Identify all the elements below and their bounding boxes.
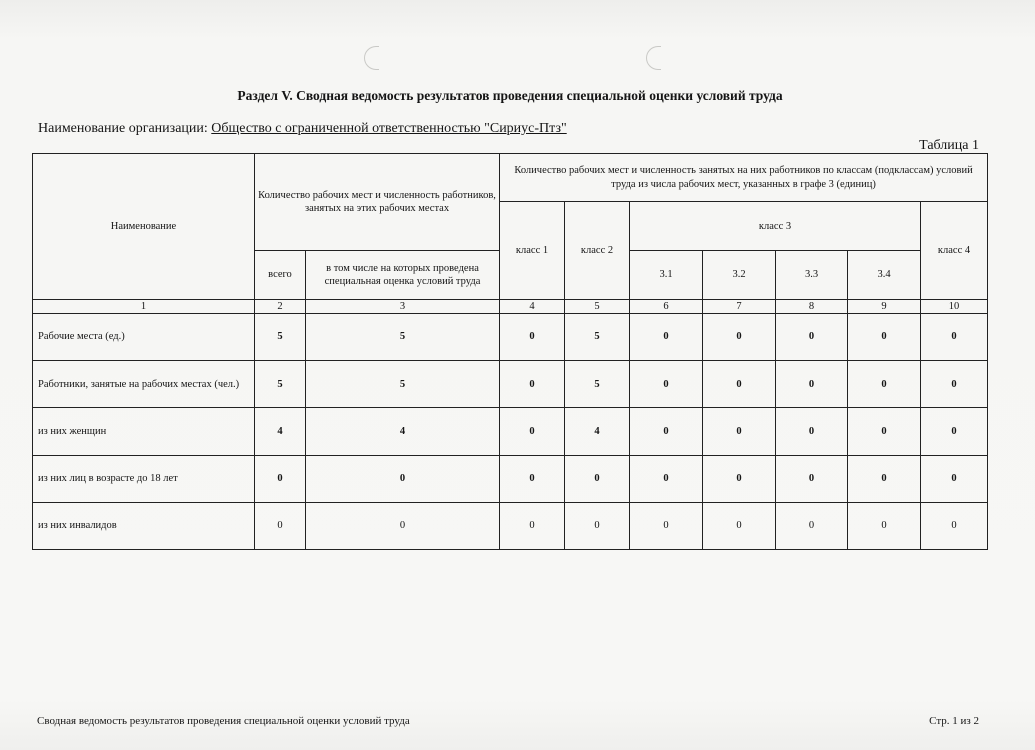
header-sub-3-3: 3.3: [776, 251, 848, 299]
header-total: всего: [255, 251, 306, 299]
organization-name: Общество с ограниченной ответственностью "Сириус-Птз": [211, 121, 567, 136]
table-cell: 0: [848, 408, 921, 455]
header-name: Наименование: [33, 154, 255, 300]
table-cell: 0: [630, 361, 703, 408]
table-cell: 0: [921, 361, 988, 408]
footer-page-number: Стр. 1 из 2: [929, 715, 979, 727]
table-cell: 5: [255, 313, 306, 360]
table-cell: 0: [921, 502, 988, 549]
table-cell: 0: [500, 455, 565, 502]
header-count-group: Количество рабочих мест и численность работников, занятых на этих рабочих местах: [255, 154, 500, 251]
punch-hole-mark: [646, 46, 661, 70]
column-number: 1: [33, 299, 255, 313]
table-cell: 0: [255, 455, 306, 502]
column-number: 5: [565, 299, 630, 313]
summary-table: [32, 153, 988, 550]
row-name: из них женщин: [33, 408, 255, 455]
table-cell: 0: [500, 313, 565, 360]
table-cell: 0: [630, 455, 703, 502]
table-cell: 0: [630, 313, 703, 360]
table-row: [33, 408, 988, 455]
table-number: Таблица 1: [919, 138, 979, 153]
column-number: 3: [306, 299, 500, 313]
table-cell: 0: [703, 313, 776, 360]
section-title: Раздел V. Сводная ведомость результатов проведения специальной оценки условий труда: [237, 88, 783, 103]
header-class3: класс 3: [630, 202, 921, 251]
row-name: Работники, занятые на рабочих местах (чел.): [33, 361, 255, 408]
table-cell: 0: [306, 455, 500, 502]
table-cell: 5: [306, 313, 500, 360]
table-cell: 0: [703, 502, 776, 549]
table-cell: 4: [565, 408, 630, 455]
row-name: из них лиц в возрасте до 18 лет: [33, 455, 255, 502]
table-cell: 0: [848, 502, 921, 549]
table-cell: 4: [255, 408, 306, 455]
organization-label: Наименование организации:: [38, 121, 208, 136]
table-cell: 0: [776, 455, 848, 502]
header-class4: класс 4: [921, 202, 988, 299]
table-cell: 0: [921, 313, 988, 360]
table-cell: 0: [776, 361, 848, 408]
table-cell: 0: [306, 502, 500, 549]
table-cell: 0: [776, 408, 848, 455]
column-number: 7: [703, 299, 776, 313]
table-cell: 0: [255, 502, 306, 549]
punch-hole-mark: [364, 46, 379, 70]
table-cell: 0: [500, 408, 565, 455]
header-sub-3-1: 3.1: [630, 251, 703, 299]
table-cell: 0: [848, 313, 921, 360]
table-row: [33, 313, 988, 360]
table-row: [33, 361, 988, 408]
table-row: [33, 502, 988, 549]
table-cell: 0: [565, 502, 630, 549]
header-assessed: в том числе на которых проведена специальная оценка условий труда: [306, 251, 500, 299]
table-cell: 0: [703, 455, 776, 502]
header-sub-3-4: 3.4: [848, 251, 921, 299]
header-sub-3-2: 3.2: [703, 251, 776, 299]
table-cell: 0: [500, 361, 565, 408]
table-cell: 0: [565, 455, 630, 502]
organization-line: [38, 121, 567, 137]
table-cell: 5: [255, 361, 306, 408]
header-classes-group: Количество рабочих мест и численность занятых на них работников по классам (подклассам) условий труда из числа рабочих мест, указанных в графе 3 (единиц): [500, 154, 988, 202]
row-name: из них инвалидов: [33, 502, 255, 549]
header-class1: класс 1: [500, 202, 565, 299]
table-row: [33, 455, 988, 502]
table-cell: 0: [500, 502, 565, 549]
table-cell: 5: [565, 313, 630, 360]
table-cell: 0: [921, 408, 988, 455]
table-cell: 0: [921, 455, 988, 502]
table-cell: 0: [703, 361, 776, 408]
table-cell: 0: [848, 455, 921, 502]
column-number: 8: [776, 299, 848, 313]
table-cell: 5: [306, 361, 500, 408]
table-cell: 0: [776, 313, 848, 360]
table-cell: 0: [630, 408, 703, 455]
footer-document-name: Сводная ведомость результатов проведения специальной оценки условий труда: [37, 715, 410, 727]
column-number: 2: [255, 299, 306, 313]
column-number: 4: [500, 299, 565, 313]
column-number: 10: [921, 299, 988, 313]
table-cell: 0: [776, 502, 848, 549]
column-number: 9: [848, 299, 921, 313]
column-number: 6: [630, 299, 703, 313]
header-class2: класс 2: [565, 202, 630, 299]
table-cell: 0: [848, 361, 921, 408]
table-cell: 4: [306, 408, 500, 455]
table-cell: 0: [630, 502, 703, 549]
table-cell: 5: [565, 361, 630, 408]
column-numbers-row: [33, 299, 988, 313]
row-name: Рабочие места (ед.): [33, 313, 255, 360]
table-cell: 0: [703, 408, 776, 455]
